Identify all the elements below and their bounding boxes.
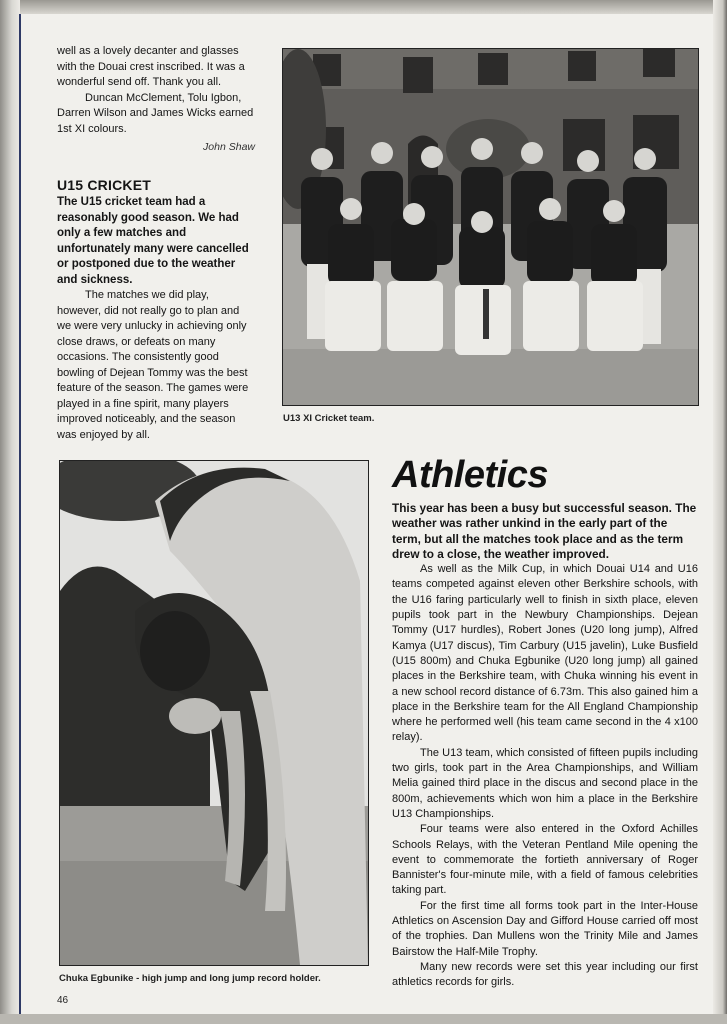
book-spine [0,0,20,1024]
page-right-edge [713,0,727,1024]
athletics-paragraph: The U13 team, which consisted of fifteen pupils including two girls, took part in the Area Championships, and William Melia gained third place in the discus and second place in the 800m, achievements which won him a place in the Berkshire U13 Championships. [392,746,698,820]
u15-body-paragraph: The matches we did play, however, did not really go to plan and we were very unlucky in achieving only close draws, or defeats on many occasions. The consistently good bowling of Dejean Tommy was the best feature of the season. The games were played in a fine spirit, many players improved noticeably, and the season was enjoyed by all. [57,289,249,441]
u15-lead-paragraph: The U15 cricket team had a reasonably good season. We had only a few matches and unfortunately many were cancelled or postponed due to the weather and sickness. [57,196,249,286]
athletics-paragraph: For the first time all forms took part in the Inter-House Athletics on Ascension Day and Gifford House carried off most of the trophies. Dan Mullens won the Trinity Mile and James Bairstow the Half-Mile Trophy. [392,899,698,958]
athletics-paragraph: Many new records were set this year including our first athletics records for girls. [392,960,698,989]
page-number: 46 [57,995,69,1006]
athletics-article [392,452,698,991]
colours-paragraph: Duncan McClement, Tolu Igbon, Darren Wilson and James Wicks earned 1st XI colours. [57,91,254,135]
u15-cricket-heading: U15 CRICKET [57,176,151,193]
left-column [57,44,255,443]
athletics-paragraph: As well as the Milk Cup, in which Douai U14 and U16 teams competed against eleven other Berkshire schools, with the U16 faring particularly well to finish in sixth place, eleven pupils took part in the Newbury Championships. Dejean Tommy (U17 hurdles), Robert Jones (U20 long jump), Alfred Kamya (U17 discus), Tim Carbury (U15 javelin), Luke Busfield (U15 800m) and Chuka Egbunike (U20 long jump) all gained places in the Berkshire team, with Chuka winning his event in a new school record distance of 6.73m. This also gained him a place in the Berkshire team for the All England Championship where he performed well (his team came second in the 4 x100 relay). [392,563,698,744]
athletics-photo-caption: Chuka Egbunike - high jump and long jump record holder. [59,973,321,984]
author-signature: John Shaw [203,141,255,153]
athletics-photo-illustration [60,461,368,965]
athletics-lead-paragraph: This year has been a busy but successful season. The weather was rather unkind in the early part of the term, but all the matches took place and as the term drew to a close, the weather improved. [392,501,697,561]
athletics-paragraph: Four teams were also entered in the Oxford Achilles Schools Relays, with the Veteran Pentland Mile opening the event to commemorate the fortieth anniversary of Roger Bannister's four-minute mile, with a field of famous celebrities taking part. [392,823,698,897]
continued-paragraph: well as a lovely decanter and glasses with the Douai crest inscribed. It was a wonderful send off. Thank you all. [57,45,245,88]
cricket-photo-illustration [283,49,698,405]
page-bottom-edge [0,1014,727,1024]
cricket-photo-caption: U13 XI Cricket team. [283,413,375,424]
cricket-team-photo [282,48,699,406]
page-top-shadow [0,0,727,14]
athletics-photo [59,460,369,966]
athletics-heading: Athletics [392,454,548,496]
spine-rule [19,14,21,1014]
